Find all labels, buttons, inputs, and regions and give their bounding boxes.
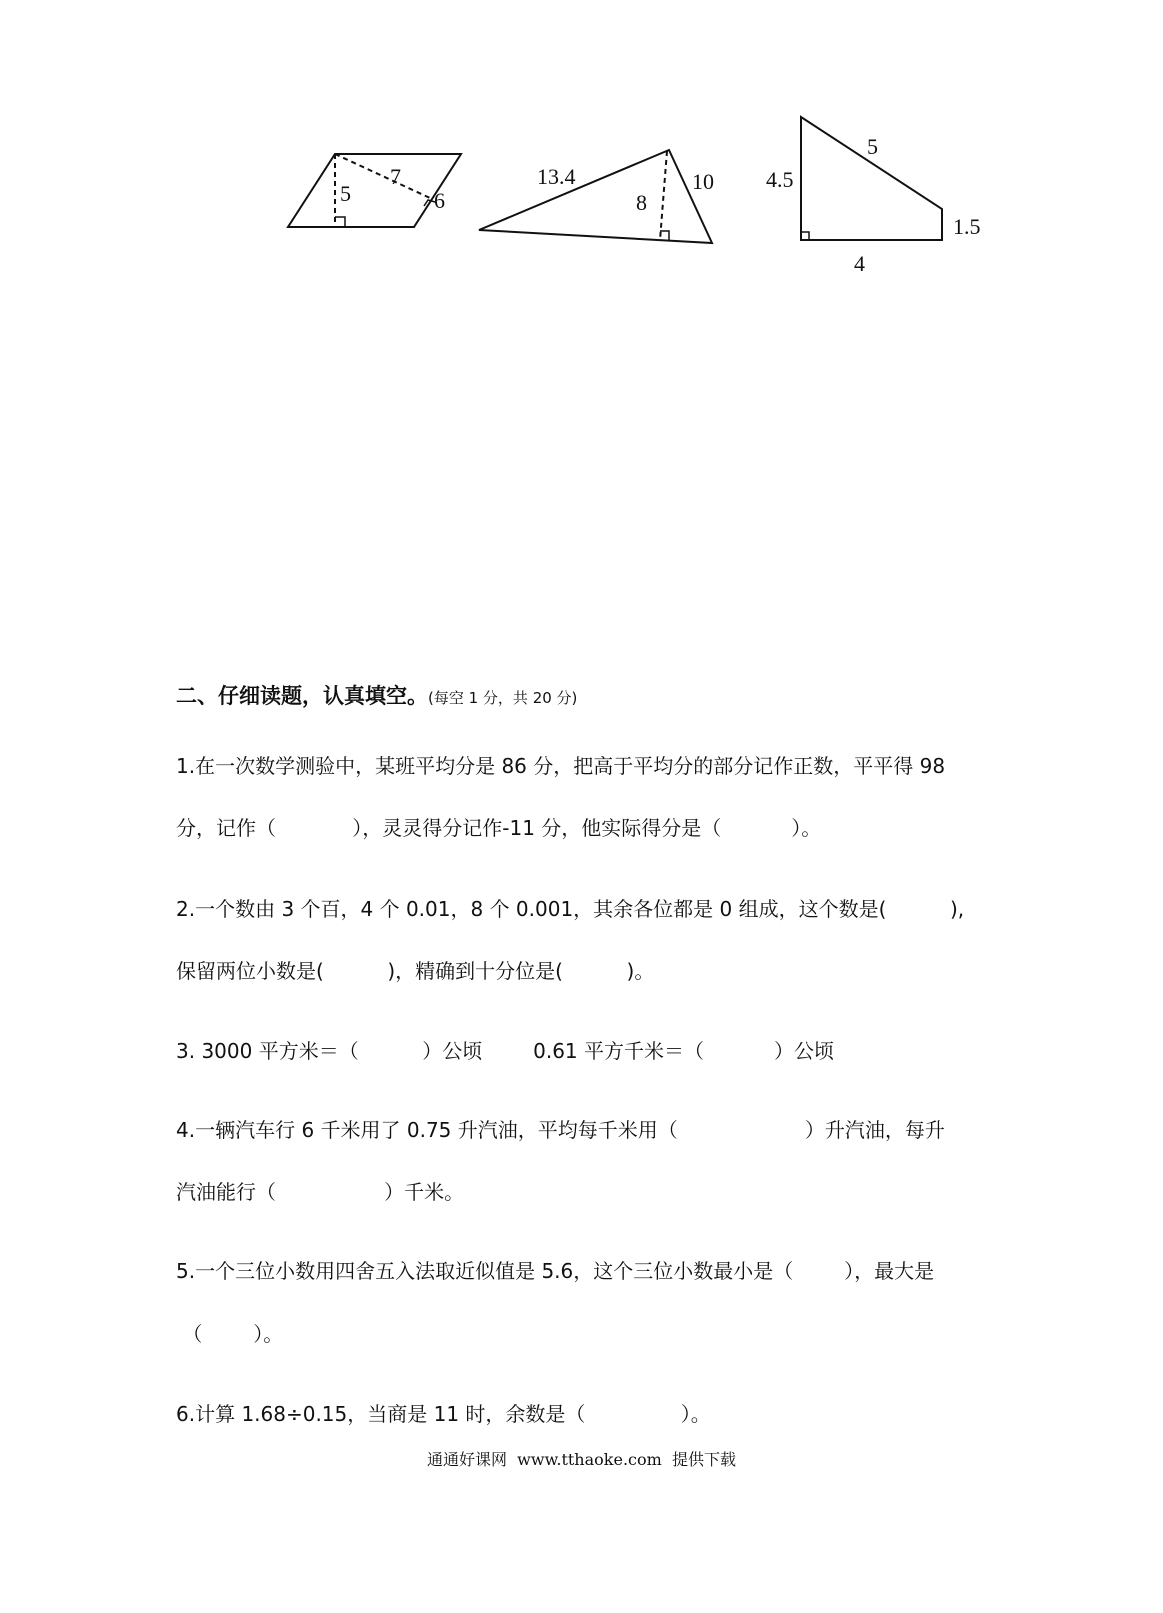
label-triangle-13-4: 13.4 [537,164,576,189]
section-title [176,680,577,710]
footer-download-note: 通通好课网 www.tthaoke.com 提供下载 [427,1450,736,1469]
question-1-line-2: 分，记作（ ），灵灵得分记作-11 分，他实际得分是（ ）。 [176,816,822,840]
label-parallelogram-5: 5 [340,181,351,206]
question-5-line-2: （ ）。 [176,1322,284,1346]
label-parallelogram-7: 7 [390,164,401,189]
label-triangle-10: 10 [692,169,714,194]
label-trapezoid-4: 4 [854,251,865,276]
right-angle-mark [801,232,809,240]
triangle-outline [479,150,712,243]
question-4-line-1: 4.一辆汽车行 6 千米用了 0.75 升汽油，平均每千米用（ ）升汽油，每升 [176,1118,945,1142]
label-trapezoid-1-5: 1.5 [953,214,981,239]
section-title-text: 二、仔细读题，认真填空。 [176,684,428,708]
question-1-line-1: 1.在一次数学测验中，某班平均分是 86 分，把高于平均分的部分记作正数，平平得 98 [176,754,946,778]
right-angle-mark [335,217,345,227]
label-parallelogram-6: 6 [434,188,445,213]
triangle-height-8 [660,151,667,240]
figures-area [0,0,1163,320]
question-4-line-2: 汽油能行（ ）千米。 [176,1180,465,1204]
label-triangle-8: 8 [636,190,647,215]
question-5-line-1: 5.一个三位小数用四舍五入法取近似值是 5.6，这个三位小数最小是（ ），最大是 [176,1259,935,1283]
question-6-line-1: 6.计算 1.68÷0.15，当商是 11 时，余数是（ ）。 [176,1402,711,1426]
label-trapezoid-5: 5 [867,134,878,159]
label-trapezoid-4-5: 4.5 [766,167,794,192]
question-2-line-2: 保留两位小数是( )，精确到十分位是( )。 [176,959,655,983]
section-note: (每空 1 分，共 20 分) [428,689,578,707]
question-3-line-1: 3. 3000 平方米＝（ ）公顷 0.61 平方千米＝（ ）公顷 [176,1039,834,1063]
triangle-figure [479,150,712,243]
question-2-line-1: 2.一个数由 3 个百，4 个 0.01，8 个 0.001，其余各位都是 0 组成，这个数是( ), [176,897,965,921]
